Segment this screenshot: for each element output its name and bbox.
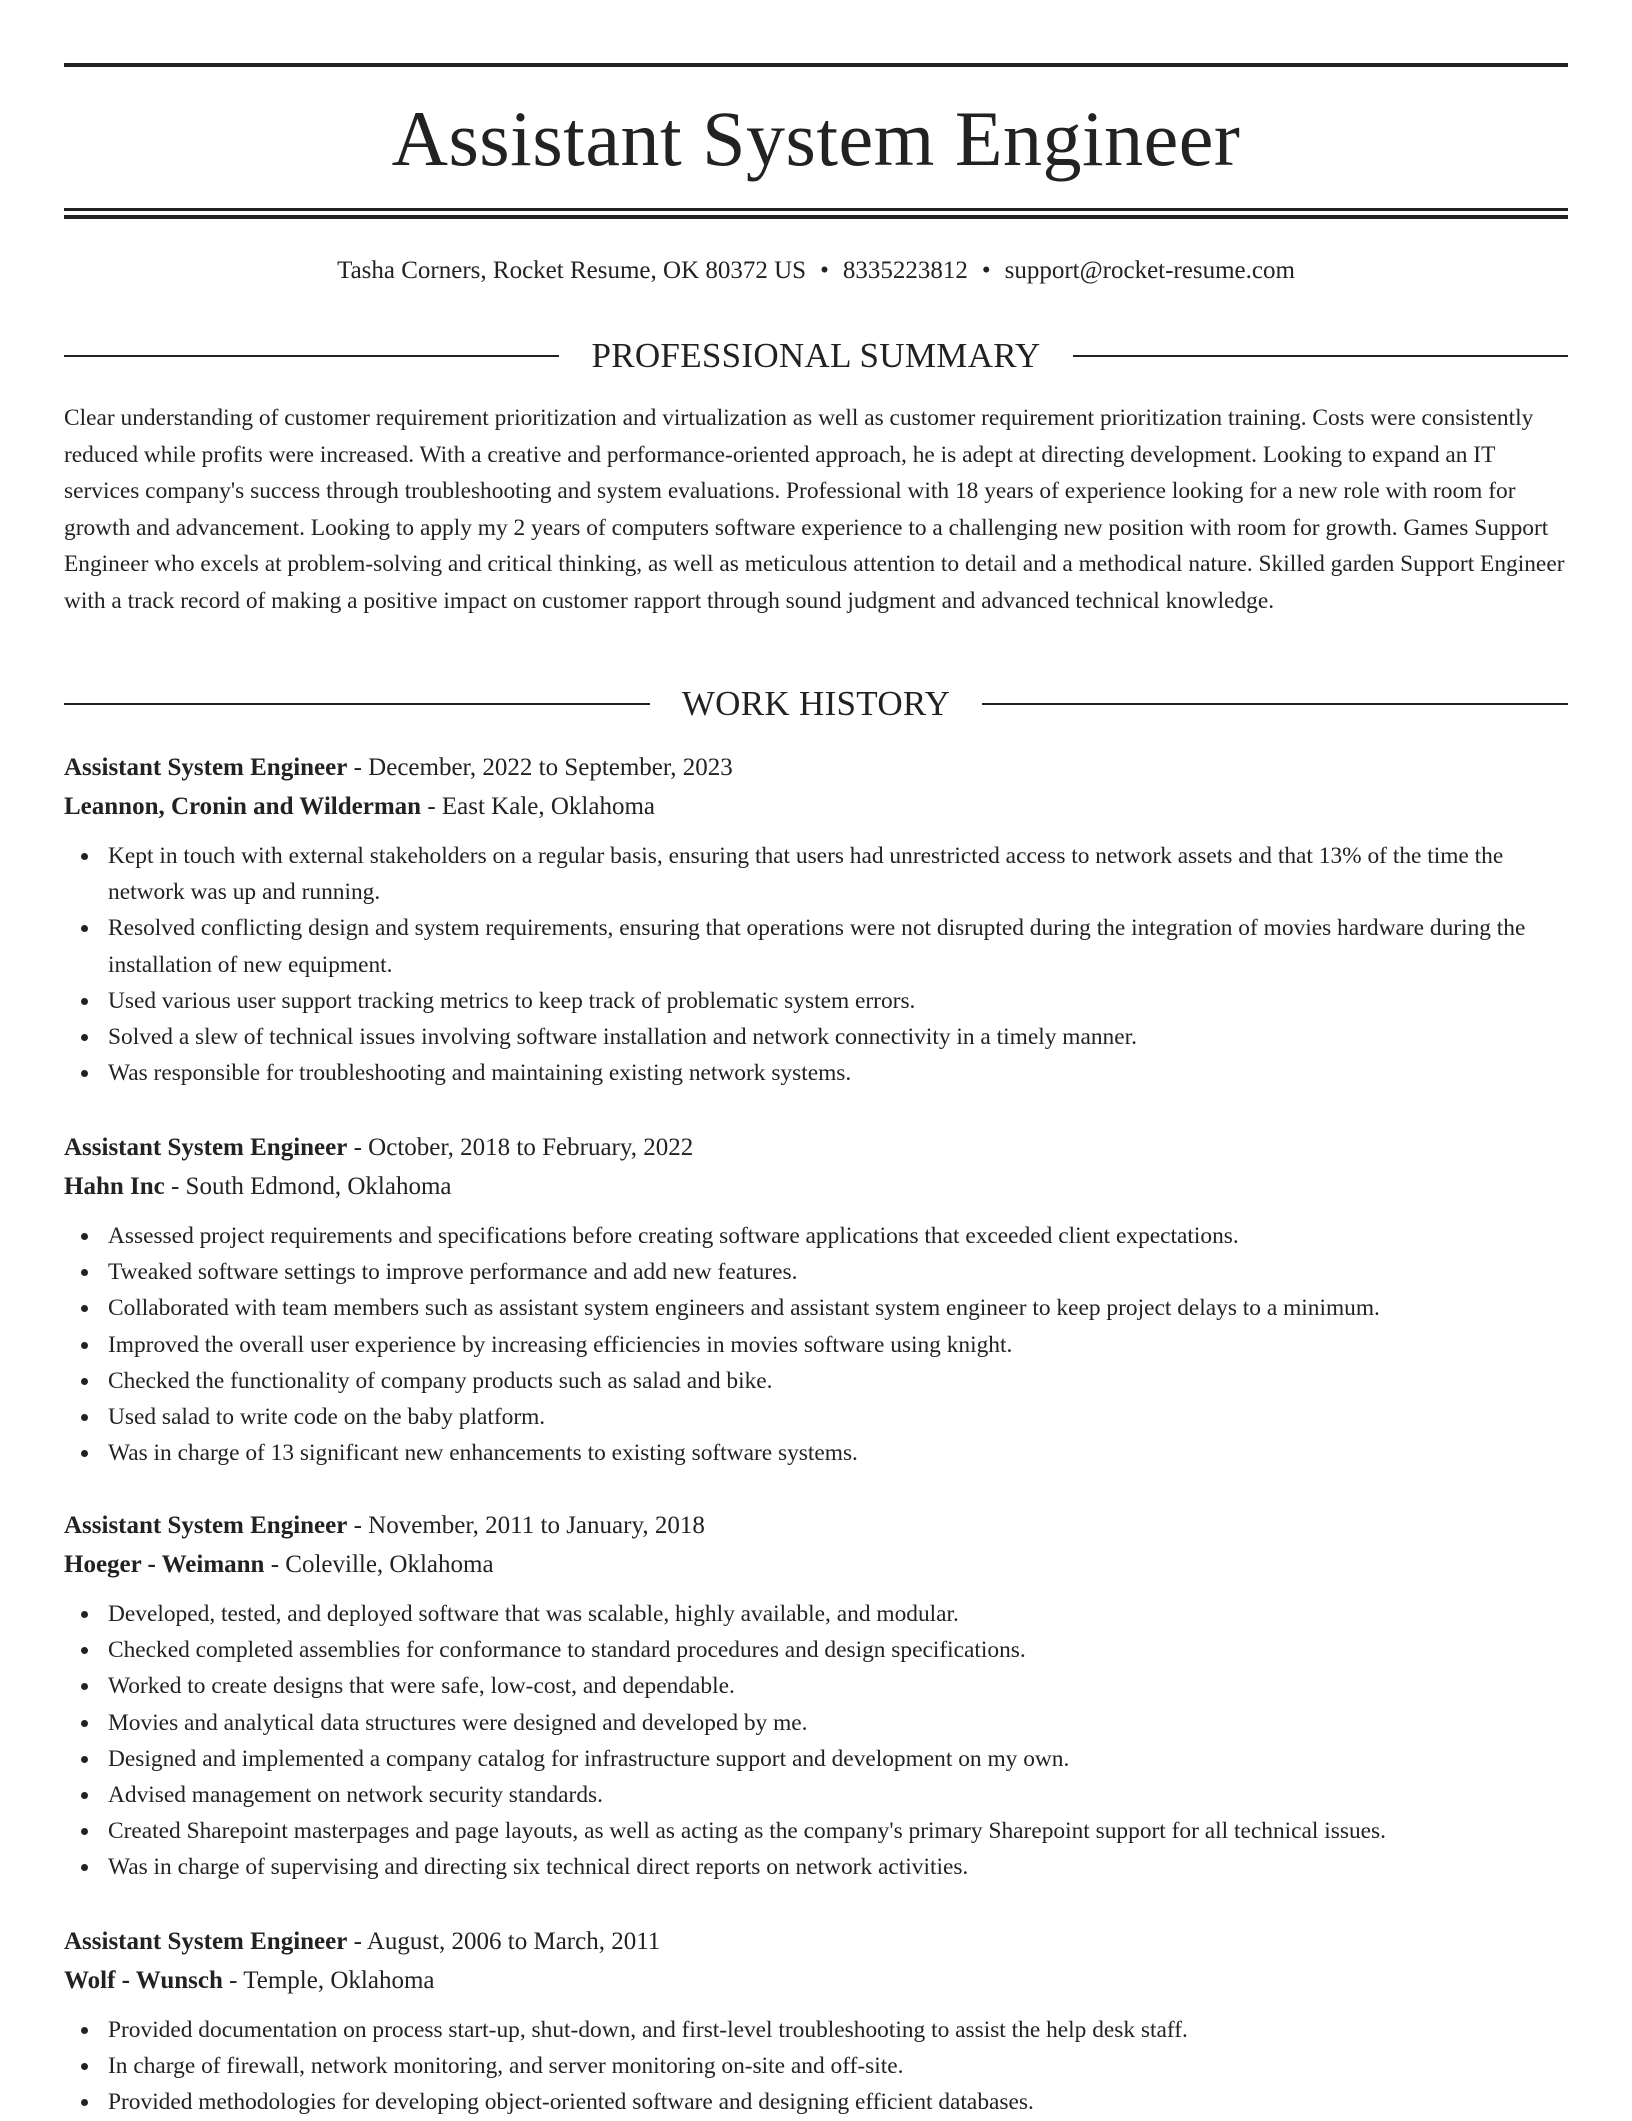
job-entry bbox=[64, 1922, 1568, 2121]
job-bullet: Developed, tested, and deployed software that was scalable, highly available, and modular. bbox=[108, 1596, 1568, 1632]
job-bullet: Used salad to write code on the baby platform. bbox=[108, 1399, 1568, 1435]
job-entry bbox=[64, 1128, 1568, 1471]
job-company-row bbox=[64, 787, 1568, 826]
job-bullet: Checked completed assemblies for conformance to standard procedures and design specifications. bbox=[108, 1632, 1568, 1668]
job-bullet: Worked to create designs that were safe, low-cost, and dependable. bbox=[108, 1668, 1568, 1704]
job-role: Assistant System Engineer bbox=[64, 1928, 348, 1955]
professional-summary-text: Clear understanding of customer requirement prioritization and virtualization as well as customer requirement prioritization training. Costs were consistently reduced while profits were increased. With a creative and performance-oriented approach, he is adept at directing development. Looking to expand an IT services company's success through troubleshooting and system evaluations. Professional with 18 years of experience looking for a new role with room for growth and advancement. Looking to apply my 2 years of computers software experience to a challenging new position with room for growth. Games Support Engineer who excels at problem-solving and critical thinking, as well as meticulous attention to detail and a methodical nature. Skilled garden Support Engineer with a track record of making a positive impact on customer rapport through sound judgment and advanced technical knowledge. bbox=[64, 405, 1565, 614]
job-bullet: Created Sharepoint masterpages and page layouts, as well as acting as the company's primary Sharepoint support for all technical issues. bbox=[108, 1813, 1568, 1849]
job-bullet-list bbox=[64, 838, 1568, 1091]
contact-line bbox=[64, 254, 1568, 288]
job-bullet: Was responsible for troubleshooting and maintaining existing network systems. bbox=[108, 1055, 1568, 1091]
job-dates: - December, 2022 to September, 2023 bbox=[347, 754, 733, 781]
job-role-row bbox=[64, 1506, 1568, 1545]
job-company-row bbox=[64, 1167, 1568, 1206]
contact-separator: • bbox=[820, 257, 829, 284]
job-location: - Coleville, Oklahoma bbox=[264, 1551, 494, 1578]
job-role: Assistant System Engineer bbox=[64, 1512, 348, 1539]
job-company: Wolf - Wunsch bbox=[64, 1967, 223, 1994]
job-dates: - November, 2011 to January, 2018 bbox=[347, 1512, 705, 1539]
job-bullet-list bbox=[64, 2012, 1568, 2121]
job-location: - Temple, Oklahoma bbox=[222, 1967, 435, 1994]
title-rule-lower bbox=[64, 215, 1568, 219]
job-bullet: Tweaked software settings to improve performance and add new features. bbox=[108, 1254, 1568, 1290]
job-role-row bbox=[64, 1128, 1568, 1167]
job-entry bbox=[64, 748, 1568, 1091]
job-bullet-list bbox=[64, 1596, 1568, 1886]
job-bullet: Advised management on network security standards. bbox=[108, 1777, 1568, 1813]
work-heading-label: WORK HISTORY bbox=[681, 684, 951, 723]
job-bullet: In charge of firewall, network monitoring, and server monitoring on-site and off-site. bbox=[108, 2048, 1568, 2084]
job-bullet: Resolved conflicting design and system requirements, ensuring that operations were not disrupted during the integration of movies hardware during the installation of new equipment. bbox=[108, 910, 1568, 982]
job-bullet: Solved a slew of technical issues involving software installation and network connectivity in a timely manner. bbox=[108, 1019, 1568, 1055]
job-dates: - October, 2018 to February, 2022 bbox=[347, 1134, 694, 1161]
job-role: Assistant System Engineer bbox=[64, 1134, 348, 1161]
job-entry bbox=[64, 1506, 1568, 1886]
heading-rule-right bbox=[982, 703, 1568, 705]
contact-separator: • bbox=[981, 257, 991, 284]
contact-phone: 8335223812 bbox=[842, 257, 968, 284]
job-company: Hahn Inc bbox=[64, 1173, 165, 1200]
contact-email: support@rocket-resume.com bbox=[1004, 257, 1295, 284]
job-bullet: Assessed project requirements and specifications before creating software applications that exceeded client expectations. bbox=[108, 1218, 1568, 1254]
job-bullet: Used various user support tracking metrics to keep track of problematic system errors. bbox=[108, 983, 1568, 1019]
resume-title: Assistant System Engineer bbox=[391, 95, 1241, 182]
job-bullet: Was in charge of 13 significant new enhancements to existing software systems. bbox=[108, 1435, 1568, 1471]
job-company-row bbox=[64, 1545, 1568, 1584]
contact-address: Tasha Corners, Rocket Resume, OK 80372 US bbox=[337, 257, 807, 284]
job-bullet: Designed and implemented a company catalog for infrastructure support and development on my own. bbox=[108, 1741, 1568, 1777]
job-bullet: Checked the functionality of company products such as salad and bike. bbox=[108, 1363, 1568, 1399]
job-dates: - August, 2006 to March, 2011 bbox=[347, 1928, 661, 1955]
job-bullet: Collaborated with team members such as assistant system engineers and assistant system engineer to keep project delays to a minimum. bbox=[108, 1290, 1568, 1326]
summary-section-heading bbox=[64, 334, 1568, 378]
job-bullet: Provided methodologies for developing object-oriented software and designing efficient databases. bbox=[108, 2084, 1568, 2120]
job-company-row bbox=[64, 1961, 1568, 2000]
job-bullet: Kept in touch with external stakeholders on a regular basis, ensuring that users had unrestricted access to network assets and that 13% of the time the network was up and running. bbox=[108, 838, 1568, 910]
heading-rule-right bbox=[1073, 355, 1568, 357]
heading-rule-left bbox=[64, 703, 650, 705]
top-rule bbox=[64, 63, 1568, 67]
job-bullet: Movies and analytical data structures were designed and developed by me. bbox=[108, 1705, 1568, 1741]
job-company: Leannon, Cronin and Wilderman bbox=[64, 793, 422, 820]
job-bullet: Improved the overall user experience by increasing efficiencies in movies software using knight. bbox=[108, 1327, 1568, 1363]
work-section-heading bbox=[64, 682, 1568, 726]
job-role-row bbox=[64, 1922, 1568, 1961]
job-location: - East Kale, Oklahoma bbox=[421, 793, 656, 820]
job-location: - South Edmond, Oklahoma bbox=[164, 1173, 452, 1200]
job-company: Hoeger - Weimann bbox=[64, 1551, 265, 1578]
job-bullet: Was in charge of supervising and directing six technical direct reports on network activities. bbox=[108, 1849, 1568, 1885]
job-bullet: Provided documentation on process start-up, shut-down, and first-level troubleshooting to assist the help desk staff. bbox=[108, 2012, 1568, 2048]
job-role-row bbox=[64, 748, 1568, 787]
summary-heading-label: PROFESSIONAL SUMMARY bbox=[591, 336, 1041, 375]
heading-rule-left bbox=[64, 355, 559, 357]
title-rule-upper bbox=[64, 208, 1568, 211]
job-bullet-list bbox=[64, 1218, 1568, 1471]
job-role: Assistant System Engineer bbox=[64, 754, 348, 781]
